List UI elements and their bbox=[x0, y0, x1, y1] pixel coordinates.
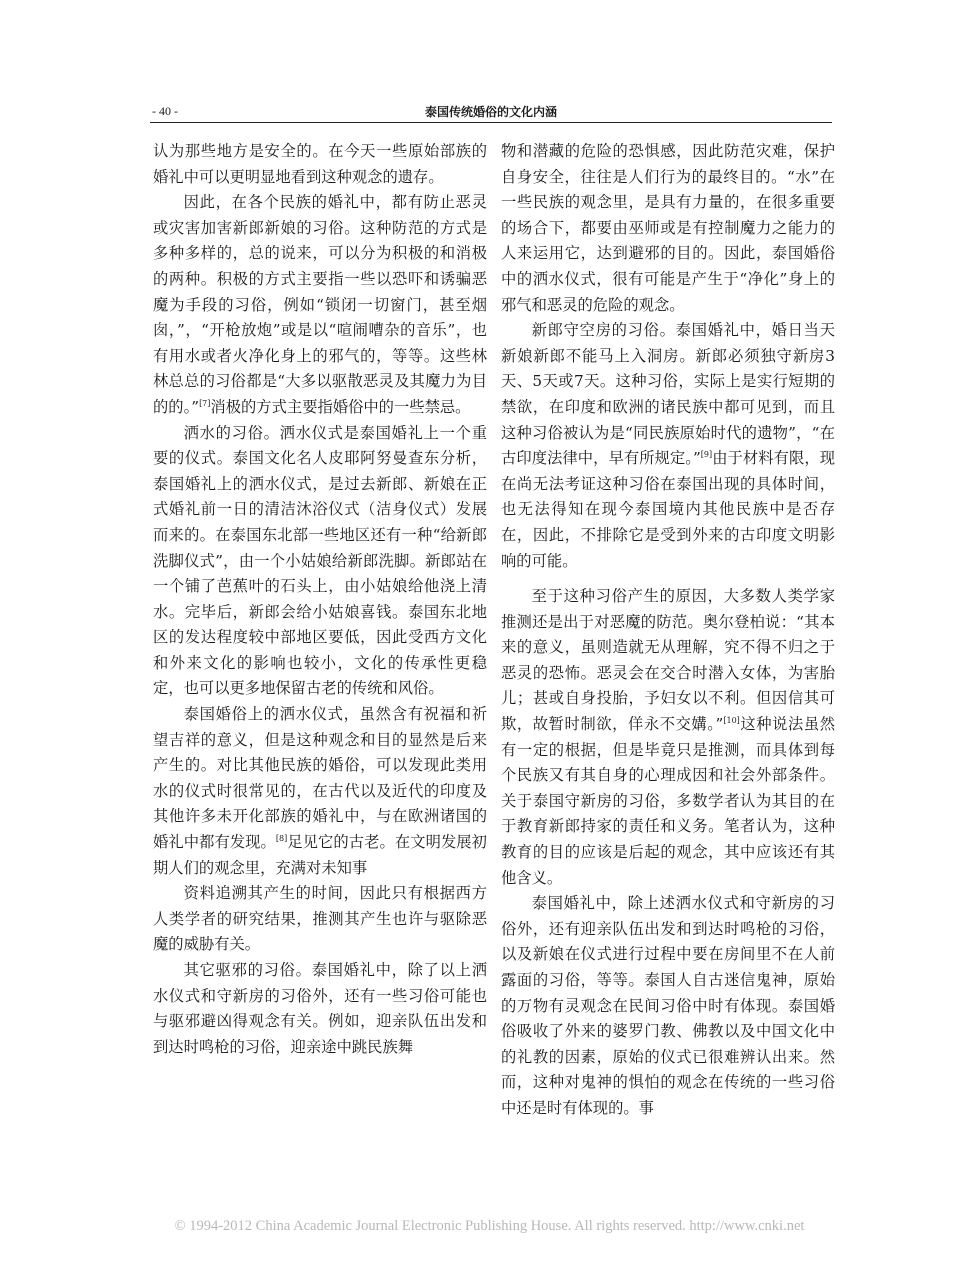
page-number: - 40 - bbox=[152, 104, 178, 118]
right-column bbox=[501, 139, 835, 1122]
citation-mark: [8] bbox=[275, 833, 288, 843]
paragraph-text: 因此，在各个民族的婚礼中，都有防止恶灵或灾害加害新郎新娘的习俗。这种防范的方式是多种多样的，总的说来，可以分为积极的和消极的两种。积极的方式主要指一些以恐吓和诱骗恶魔为手段的习俗，例如“锁闭一切窗门，甚至烟囱，”，“开枪放炮”或是以“喧闹嘈杂的音乐”，也有用水或者火净化身上的邪气的，等等。这些林林总总的习俗都是“大多以驱散恶灵及其魔力为目的的。” bbox=[153, 193, 487, 416]
paragraph: 洒水的习俗。洒水仪式是泰国婚礼上一个重要的仪式。泰国文化名人皮耶阿努曼查东分析，泰国婚礼上的洒水仪式，是过去新郎、新娘在正式婚礼前一日的清洁沐浴仪式（洁身仪式）发展而来的。在泰国东北部一些地区还有一种“给新郎洗脚仪式”，由一个小姑娘给新郎洗脚。新郎站在一个铺了芭蕉叶的石头上，由小姑娘给他浇上清水。完毕后，新郎会给小姑娘喜钱。泰国东北地区的发达程度较中部地区要低，因此受西方文化和外来文化的影响也较小，文化的传承性更稳定，也可以更多地保留古老的传统和风俗。 bbox=[153, 423, 487, 698]
paragraph-text: 至于这种习俗产生的原因，大多数人类学家推测还是出于对恶魔的防范。奥尔登柏说：“其本来的意义，虽则造就无从理解，究不得不归之于恶灵的恐怖。恶灵会在交合时潜入女体，为害胎儿；甚或自身投胎，予妇女以不利。但因信其可欺，故暂时制欲，佯永不交媾。” bbox=[501, 587, 835, 734]
citation-mark: [7] bbox=[199, 398, 211, 408]
paragraph-text: 这种说法虽然有一定的根据，但是毕竟只是推测，而具体到每个民族又有其自身的心理成因和社会外部条件。关于泰国守新房的习俗，多数学者认为其目的在于教育新郎持家的责任和义务。笔者认为，这种教育的目的应该是后起的观念，其中应该还有其他含义。 bbox=[501, 715, 835, 887]
citation-mark: [9] bbox=[700, 450, 713, 460]
paragraph-text: 新郎守空房的习俗。泰国婚礼中，婚日当天新娘新郎不能马上入洞房。新郎必须独守新房3天、5天或7天。这种习俗，实际上是实行短期的禁欲，在印度和欧洲的诸民族中都可见到，而且这种习俗被认为是“同民族原始时代的遗物”，“在古印度法律中，早有所规定。” bbox=[501, 321, 835, 468]
paragraph-text: 足见它的古老。在文明发展初期人们的观念里，充满对未知事 bbox=[153, 833, 487, 877]
paragraph bbox=[501, 584, 835, 891]
paragraph: 资料追溯其产生的时间，因此只有根据西方人类学者的研究结果，推测其产生也许与驱除恶魔的威胁有关。 bbox=[153, 884, 487, 954]
paragraph-text: 由于材料有限，现在尚无法考证这种习俗在泰国出现的具体时间，也无法得知在现今泰国境内其他民族中是否存在，因此，不排除它是受到外来的古印度文明影响的可能。 bbox=[501, 449, 835, 570]
header-rule bbox=[150, 122, 832, 123]
paragraph-text: 消极的方式主要指婚俗中的一些禁忌。 bbox=[210, 397, 471, 416]
paragraph: 泰国婚礼中，除上述洒水仪式和守新房的习俗外，还有迎亲队伍出发和到达时鸣枪的习俗，以及新娘在仪式进行过程中要在房间里不在人前露面的习俗，等等。泰国人自古迷信鬼神，原始的万物有灵观念在民间习俗中时有体现。泰国婚俗吸收了外来的婆罗门教、佛教以及中国文化中的礼教的因素，原始的仪式已很难辨认出来。然而，这种对鬼神的惧怕的观念在传统的一些习俗中还是时有体现的。事 bbox=[501, 894, 835, 1117]
citation-mark: [10] bbox=[723, 715, 740, 725]
paragraph-text: 泰国婚俗上的洒水仪式，虽然含有祝福和祈望吉祥的意义，但是这种观念和目的显然是后来产生的。对比其他民族的婚俗，可以发现此类用水的仪式时很常见的，在古代以及近代的印度及其他许多未开化部族的婚礼中，与在欧洲诸国的婚礼中都有发现。 bbox=[153, 705, 487, 852]
running-title: 泰国传统婚俗的文化内涵 bbox=[424, 105, 557, 119]
left-column bbox=[153, 139, 487, 1060]
paragraph: 物和潜藏的危险的恐惧感，因此防范灾难，保护自身安全，往往是人们行为的最终目的。“水”在一些民族的观念里，是具有力量的，在很多重要的场合下，都要由巫师或是有控制魔力之能力的人来运用它，达到避邪的目的。因此，泰国婚俗中的洒水仪式，很有可能是产生于“净化”身上的邪气和恶灵的危险的观念。 bbox=[501, 142, 835, 314]
paragraph: 认为那些地方是安全的。在今天一些原始部族的婚礼中可以更明显地看到这种观念的遗存。 bbox=[153, 142, 487, 186]
paragraph: 其它驱邪的习俗。泰国婚礼中，除了以上洒水仪式和守新房的习俗外，还有一些习俗可能也与驱邪避凶得观念有关。例如，迎亲队伍出发和到达时鸣枪的习俗，迎亲途中跳民族舞 bbox=[153, 961, 487, 1056]
running-header bbox=[150, 101, 832, 121]
paragraph bbox=[153, 190, 487, 420]
copyright-footer: © 1994-2012 China Academic Journal Electronic Publishing House. All rights reserved. http://www.cnki.net bbox=[174, 1218, 805, 1234]
paragraph bbox=[501, 318, 835, 574]
paragraph bbox=[153, 702, 487, 881]
